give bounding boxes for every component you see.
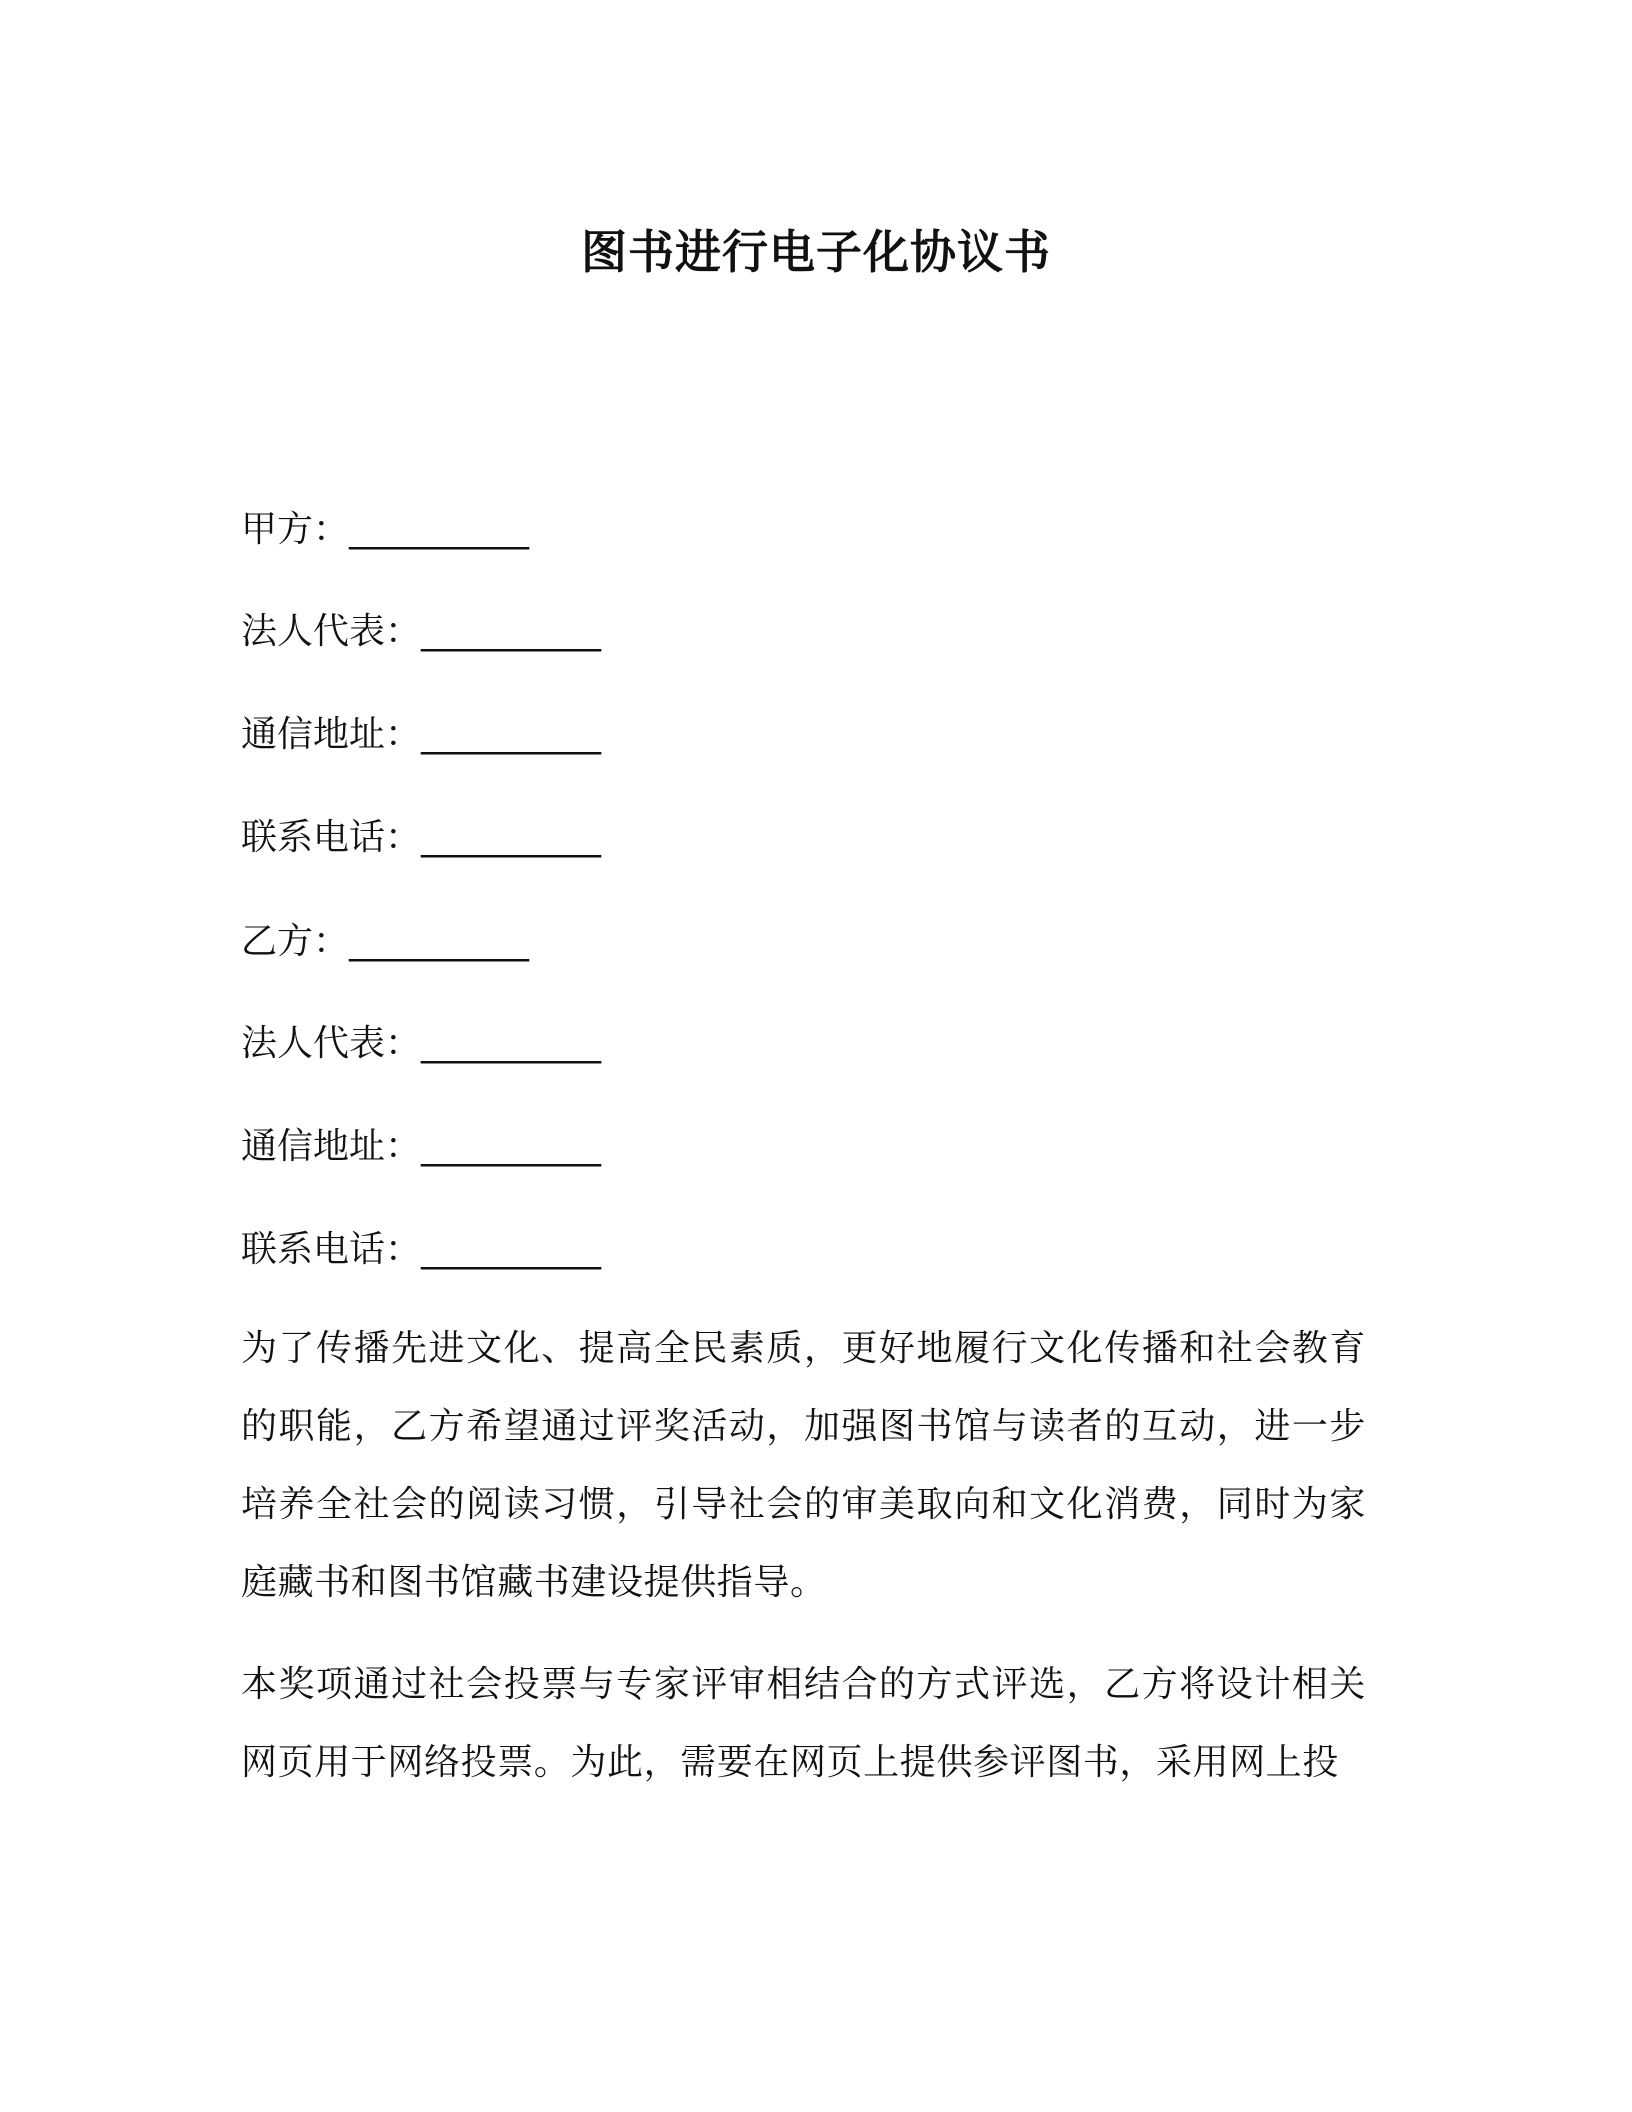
body-paragraph-1: 为了传播先进文化、提高全民素质，更好地履行文化传播和社会教育的职能，乙方希望通过评奖活动，加强图书馆与读者的互动，进一步培养全社会的阅读习惯，引导社会的审美取向和文化消费，同时为家庭藏书和图书馆藏书建设提供指导。: [241, 1328, 1366, 1603]
party-a-rep-line: 法人代表：__________: [241, 611, 602, 652]
party-a-phone-line: 联系电话：__________: [241, 817, 602, 858]
party-a-name-line: 甲方：__________: [241, 509, 530, 550]
party-b-phone-line: 联系电话：__________: [241, 1229, 602, 1270]
body-paragraph-2: 本奖项通过社会投票与专家评审相结合的方式评选，乙方将设计相关网页用于网络投票。为此，需要在网页上提供参评图书，采用网上投: [241, 1664, 1366, 1783]
party-b-name-line: 乙方：__________: [241, 921, 530, 962]
party-b-rep-line: 法人代表：__________: [241, 1023, 602, 1064]
document-title: 图书进行电子化协议书: [581, 225, 1051, 279]
party-b-address-line: 通信地址：__________: [241, 1126, 602, 1167]
party-a-address-line: 通信地址：__________: [241, 714, 602, 755]
